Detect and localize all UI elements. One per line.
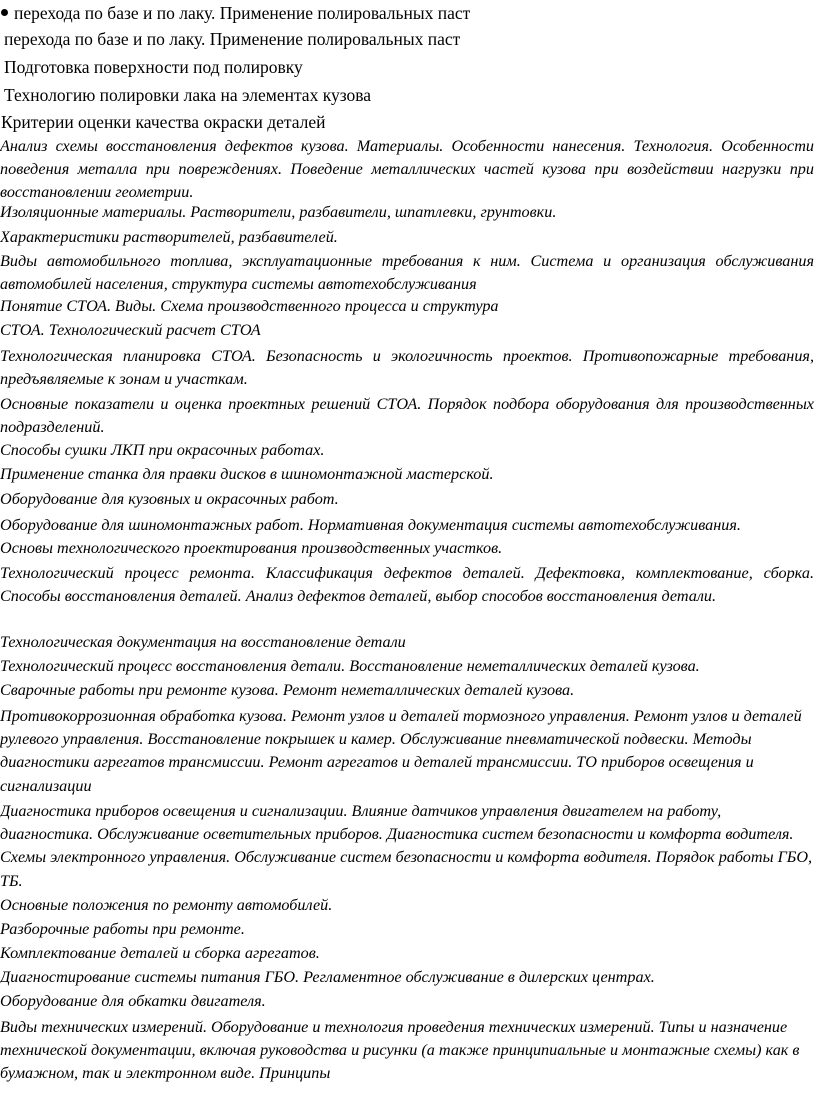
paragraph: Комплектование деталей и сборка агрегатов. [0, 944, 320, 962]
paragraph: Оборудование для шиномонтажных работ. Нормативная документация системы автотехобслуживания. Основы технологического проектирования производственных участков. [0, 516, 741, 558]
paragraph: Анализ схемы восстановления дефектов кузова. Материалы. Особенности нанесения. Технология. Особенности поведения металла при повреждениях. Поведение металлических частей кузова при воздействии нагрузки при восстановлении геометрии. [0, 137, 814, 202]
paragraph: Технологическая документация на восстановление детали [0, 633, 406, 651]
paragraph: Основные положения по ремонту автомобилей. [0, 896, 333, 914]
paragraph: Диагностика приборов освещения и сигнализации. Влияние датчиков управления двигателем на работу, диагностика. Обслуживание осветительных приборов. Диагностика систем безопасности и комфорта водителя. Схемы электронного управления. Обслуживание систем безопасности и комфорта водителя. Порядок работы ГБО, ТБ. [0, 802, 813, 890]
paragraph: Характеристики растворителей, разбавителей. [0, 228, 338, 246]
text-line: Технологию полировки лака на элементах кузова [4, 85, 372, 105]
paragraph: Технологическая планировка СТОА. Безопасность и экологичность проектов. Противопожарные требования, предъявляемые к зонам и участкам. [0, 347, 814, 389]
bulleted-line [1, 3, 470, 24]
paragraph: Изоляционные материалы. Растворители, разбавители, шпатлевки, грунтовки. [0, 203, 557, 221]
paragraph: Виды технических измерений. Оборудование и технология проведения технических измерений. Типы и назначение технической документации, включая руководства и рисунки (а также принципиальные и монтажные схемы) как в бумажном, так и электронном виде. Принципы [0, 1018, 800, 1083]
paragraph: Диагностирование системы питания ГБО. Регламентное обслуживание в дилерских центрах. [0, 968, 655, 986]
paragraph: Применение станка для правки дисков в шиномонтажной мастерской. [0, 465, 494, 483]
paragraph: Оборудование для обкатки двигателя. [0, 992, 266, 1010]
text-line: перехода по базе и по лаку. Применение полировальных паст [4, 29, 461, 49]
text-line: Критерии оценки качества окраски деталей [1, 112, 326, 132]
line-text: перехода по базе и по лаку. Применение полировальных паст [14, 3, 471, 23]
paragraph: Основные показатели и оценка проектных решений СТОА. Порядок подбора оборудования для производственных подразделений. [0, 395, 814, 437]
paragraph: Сварочные работы при ремонте кузова. Ремонт неметаллических деталей кузова. [0, 681, 575, 699]
text-line: Подготовка поверхности под полировку [4, 57, 303, 77]
paragraph: Технологический процесс восстановления детали. Восстановление неметаллических деталей кузова. [0, 657, 700, 675]
paragraph: Способы сушки ЛКП при окрасочных работах. [0, 441, 325, 459]
paragraph: СТОА. Технологический расчет СТОА [0, 321, 261, 339]
paragraph: Виды автомобильного топлива, эксплуатационные требования к ним. Система и организация обслуживания автомобилей населения, структура системы автотехобслуживания [0, 252, 814, 294]
paragraph: Оборудование для кузовных и окрасочных работ. [0, 490, 339, 508]
paragraph: Противокоррозионная обработка кузова. Ремонт узлов и деталей тормозного управления. Ремонт узлов и деталей рулевого управления. Восстановление покрышек и камер. Обслуживание пневматической подвески. Методы диагностики агрегатов трансмиссии. Ремонт агрегатов и деталей трансмиссии. ТО приборов освещения и сигнализации [0, 707, 802, 795]
bullet-icon [1, 9, 8, 16]
paragraph: Разборочные работы при ремонте. [0, 920, 245, 938]
paragraph: Понятие СТОА. Виды. Схема производственного процесса и структура [0, 297, 499, 315]
paragraph: Технологический процесс ремонта. Классификация дефектов деталей. Дефектовка, комплектование, сборка. Способы восстановления деталей. Анализ дефектов деталей, выбор способов восстановления детали. [0, 564, 814, 606]
